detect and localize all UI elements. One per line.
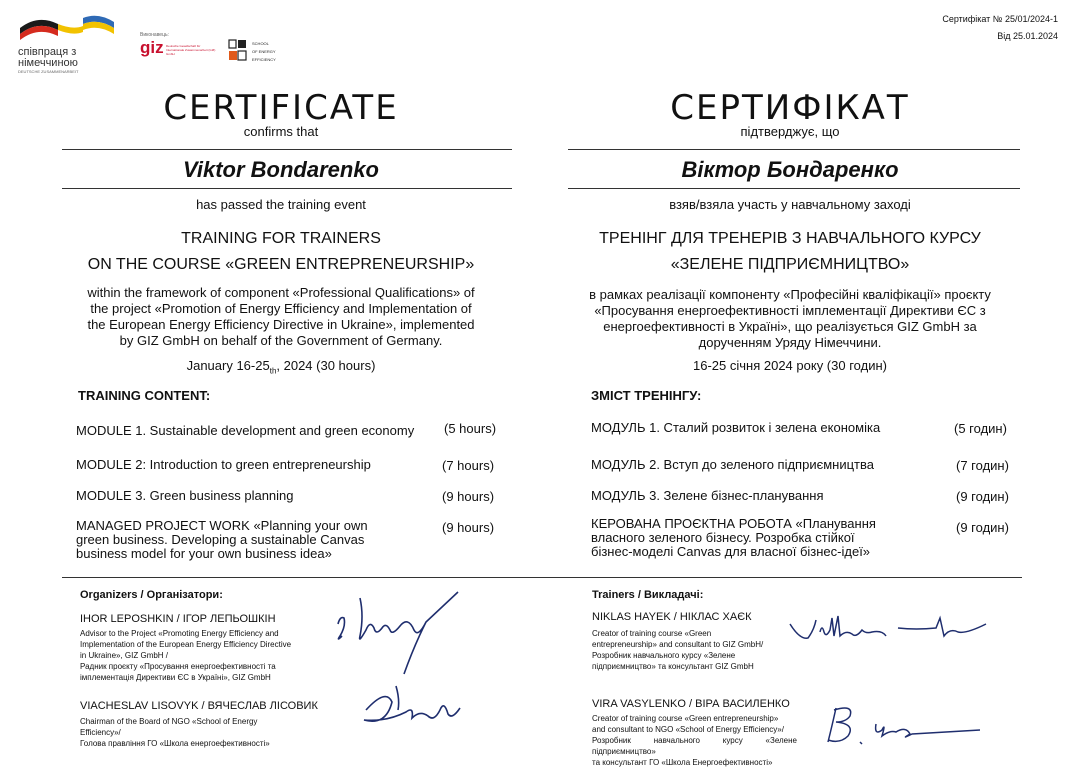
organizers-header: Organizers / Організатори: — [80, 589, 223, 601]
certificate-number: Сертифікат № 25/01/2024-1 — [942, 14, 1058, 24]
ua-body-line1: в рамках реалізації компоненту «Професійні кваліфікації» проєкту — [589, 287, 991, 302]
trainer-1-role-line2: entrepreneurship» and consultant to GIZ GmbH/ — [592, 640, 764, 649]
en-content-header: TRAINING CONTENT: — [78, 388, 211, 403]
en-column — [46, 88, 516, 139]
ua-module-3-hours: (9 годин) — [956, 489, 1009, 504]
en-name-line-top — [62, 149, 512, 150]
trainer-1-role-line1: Creator of training course «Green — [592, 629, 712, 638]
organizer-2-role — [80, 716, 298, 749]
trainers-header: Trainers / Викладачі: — [592, 589, 704, 601]
ua-module-4-line2: власного зеленого бізнесу. Розробка стійкої — [591, 530, 855, 545]
ua-body — [555, 287, 1025, 351]
trainer-2-name: VIRA VASYLENKO / ВІРА ВАСИЛЕНКО — [592, 698, 790, 710]
organizer-2-role-line2: Efficiency»/ — [80, 728, 121, 737]
organizer-1-role-line2: Implementation of the European Energy Efficiency Directive — [80, 640, 292, 649]
organizer-1-role — [80, 628, 308, 683]
ua-course-title — [555, 226, 1025, 278]
en-body-line2: the project «Promotion of Energy Efficiency and Implementation of — [90, 301, 472, 316]
en-module-4-hours: (9 hours) — [442, 520, 495, 535]
ua-passed: взяв/взяла участь у навчальному заході — [669, 197, 911, 212]
en-module-4-line3: business model for your own business idea» — [76, 546, 332, 561]
trainer-2-role — [592, 713, 797, 768]
ua-module-2: МОДУЛЬ 2. Вступ до зеленого підприємництва — [591, 457, 874, 472]
en-dates-sup: th — [269, 366, 277, 376]
see-line1: SCHOOL — [252, 41, 269, 46]
organizer-1-name: IHOR LEPOSHKIN / ІГОР ЛЕПЬОШКІН — [80, 613, 276, 625]
cooperation-logo — [18, 14, 118, 72]
ua-confirms: підтверджує, що — [740, 124, 840, 139]
section-divider — [62, 577, 1022, 578]
ua-dates: 16-25 січня 2024 року (30 годин) — [693, 358, 887, 373]
organizer-2-role-line1: Chairman of the Board of NGO «School of Energy — [80, 717, 258, 726]
en-module-4-line2: green business. Developing a sustainable Canvas — [76, 532, 365, 547]
flag-wave-icon — [18, 14, 118, 42]
ua-module-1: МОДУЛЬ 1. Сталий розвиток і зелена економіка — [591, 420, 881, 435]
organizer-1-role-line1: Advisor to the Project «Promoting Energy Efficiency and — [80, 629, 279, 638]
en-dates — [46, 358, 516, 376]
en-recipient-name: Viktor Bondarenko — [183, 157, 379, 182]
en-module-4-line1: MANAGED PROJECT WORK «Planning your own — [76, 518, 368, 533]
organizer-1-role-line5: імплементація Директиви ЄС в Україні», GIZ GmbH — [80, 673, 271, 682]
see-mark-icon — [228, 38, 248, 62]
giz-logo — [140, 32, 215, 64]
ua-recipient-name: Віктор Бондаренко — [681, 157, 899, 182]
ua-course-line2: «ЗЕЛЕНЕ ПІДПРИЄМНИЦТВО» — [670, 256, 910, 273]
ua-module-4 — [591, 517, 876, 559]
en-module-2-hours: (7 hours) — [442, 458, 495, 473]
en-body-line1: within the framework of component «Professional Qualifications» of — [87, 285, 475, 300]
ua-module-4-line1: КЕРОВАНА ПРОЄКТНА РОБОТА «Планування — [591, 516, 876, 531]
en-body-line3: the European Energy Efficiency Directive in Ukraine», implemented — [87, 317, 475, 332]
en-module-1-hours: (5 hours) — [444, 421, 497, 436]
giz-subtitle: Deutsche Gesellschaft für Internationale Zusammenarbeit (GIZ) GmbH — [166, 44, 216, 56]
organizer-2-name: VIACHESLAV LISOVYK / ВЯЧЕСЛАВ ЛІСОВИК — [80, 700, 318, 712]
en-course-title — [46, 226, 516, 278]
trainer-1-name: NIKLAS HAYEK / НІКЛАС ХАЄК — [592, 611, 752, 623]
en-dates-post: , 2024 (30 hours) — [276, 358, 376, 373]
en-module-3: MODULE 3. Green business planning — [76, 488, 294, 503]
cooperation-line1: співпраця з — [18, 46, 77, 58]
see-line2: OF ENERGY — [252, 49, 276, 54]
ua-name-line-top — [568, 149, 1020, 150]
en-passed: has passed the training event — [196, 197, 366, 212]
en-body — [46, 285, 516, 349]
trainer-2-role-line4: та консультант ГО «Школа Енергоефективності» — [592, 758, 773, 767]
ua-course-line1: ТРЕНІНГ ДЛЯ ТРЕНЕРІВ З НАВЧАЛЬНОГО КУРСУ — [599, 230, 981, 247]
ua-module-3: МОДУЛЬ 3. Зелене бізнес-планування — [591, 488, 824, 503]
trainer-1-role-line3: Розробник навчального курсу «Зелене — [592, 651, 736, 660]
trainer-2-role-line2: and consultant to NGO «School of Energy Efficiency»/ — [592, 725, 784, 734]
ua-module-4-hours: (9 годин) — [956, 520, 1009, 535]
en-dates-pre: January 16-25 — [186, 358, 270, 373]
certificate-number-block — [858, 11, 1058, 45]
ua-content-header: ЗМІСТ ТРЕНІНГУ: — [591, 388, 702, 403]
ua-title: СЕРТИФІКАТ — [670, 88, 910, 128]
ua-module-2-hours: (7 годин) — [956, 458, 1009, 473]
school-energy-efficiency-logo — [228, 38, 288, 64]
cooperation-line3: DEUTSCHE ZUSAMMENARBEIT — [18, 69, 79, 74]
ua-column — [555, 88, 1025, 139]
certificate-date: Від 25.01.2024 — [997, 31, 1058, 41]
cooperation-line2: німеччиною — [18, 57, 78, 69]
organizer-1-role-line3: in Ukraine», GIZ GmbH / — [80, 651, 169, 660]
trainer-2-role-line3: Розробник навчального курсу «Зелене підприємництво» — [592, 736, 797, 756]
en-course-line1: TRAINING FOR TRAINERS — [181, 230, 381, 247]
trainer-2-signature — [820, 700, 990, 750]
en-confirms: confirms that — [243, 124, 319, 139]
trainer-1-signature — [786, 610, 996, 650]
en-module-1: MODULE 1. Sustainable development and green economy — [76, 423, 415, 438]
ua-module-1-hours: (5 годин) — [954, 421, 1007, 436]
en-module-2: MODULE 2: Introduction to green entrepreneurship — [76, 457, 371, 472]
en-title: CERTIFICATE — [163, 88, 399, 128]
see-line3: EFFICIENCY — [252, 57, 276, 62]
ua-body-line2: «Просування енергоефективності імплементації Директиви ЄС з — [594, 303, 986, 318]
en-name-line-bottom — [62, 188, 512, 189]
ua-module-4-line3: бізнес-моделі Canvas для власної бізнес-ідеї» — [591, 544, 871, 559]
trainer-1-role-line4: підприємництво» та консультант GIZ GmbH — [592, 662, 754, 671]
en-body-line4: by GIZ GmbH on behalf of the Government of Germany. — [119, 333, 443, 348]
giz-wordmark: giz — [140, 38, 164, 57]
organizer-1-role-line4: Радник проєкту «Просування енергоефективності та — [80, 662, 276, 671]
organizer-2-signature — [356, 680, 466, 740]
trainer-2-role-line1: Creator of training course «Green entrepreneurship» — [592, 714, 779, 723]
en-module-3-hours: (9 hours) — [442, 489, 495, 504]
ua-body-line4: дорученням Уряду Німеччини. — [698, 335, 882, 350]
ua-body-line3: енергоефективності в Україні», що реалізується GIZ GmbH за — [603, 319, 977, 334]
trainer-1-role — [592, 628, 792, 672]
en-module-4 — [76, 519, 368, 561]
organizer-2-role-line3: Голова правління ГО «Школа енергоефективності» — [80, 739, 270, 748]
ua-name-line-bottom — [568, 188, 1020, 189]
organizer-1-signature — [330, 586, 480, 676]
implementer-label: Виконавець: — [140, 32, 169, 38]
en-course-line2: ON THE COURSE «GREEN ENTREPRENEURSHIP» — [87, 256, 475, 273]
